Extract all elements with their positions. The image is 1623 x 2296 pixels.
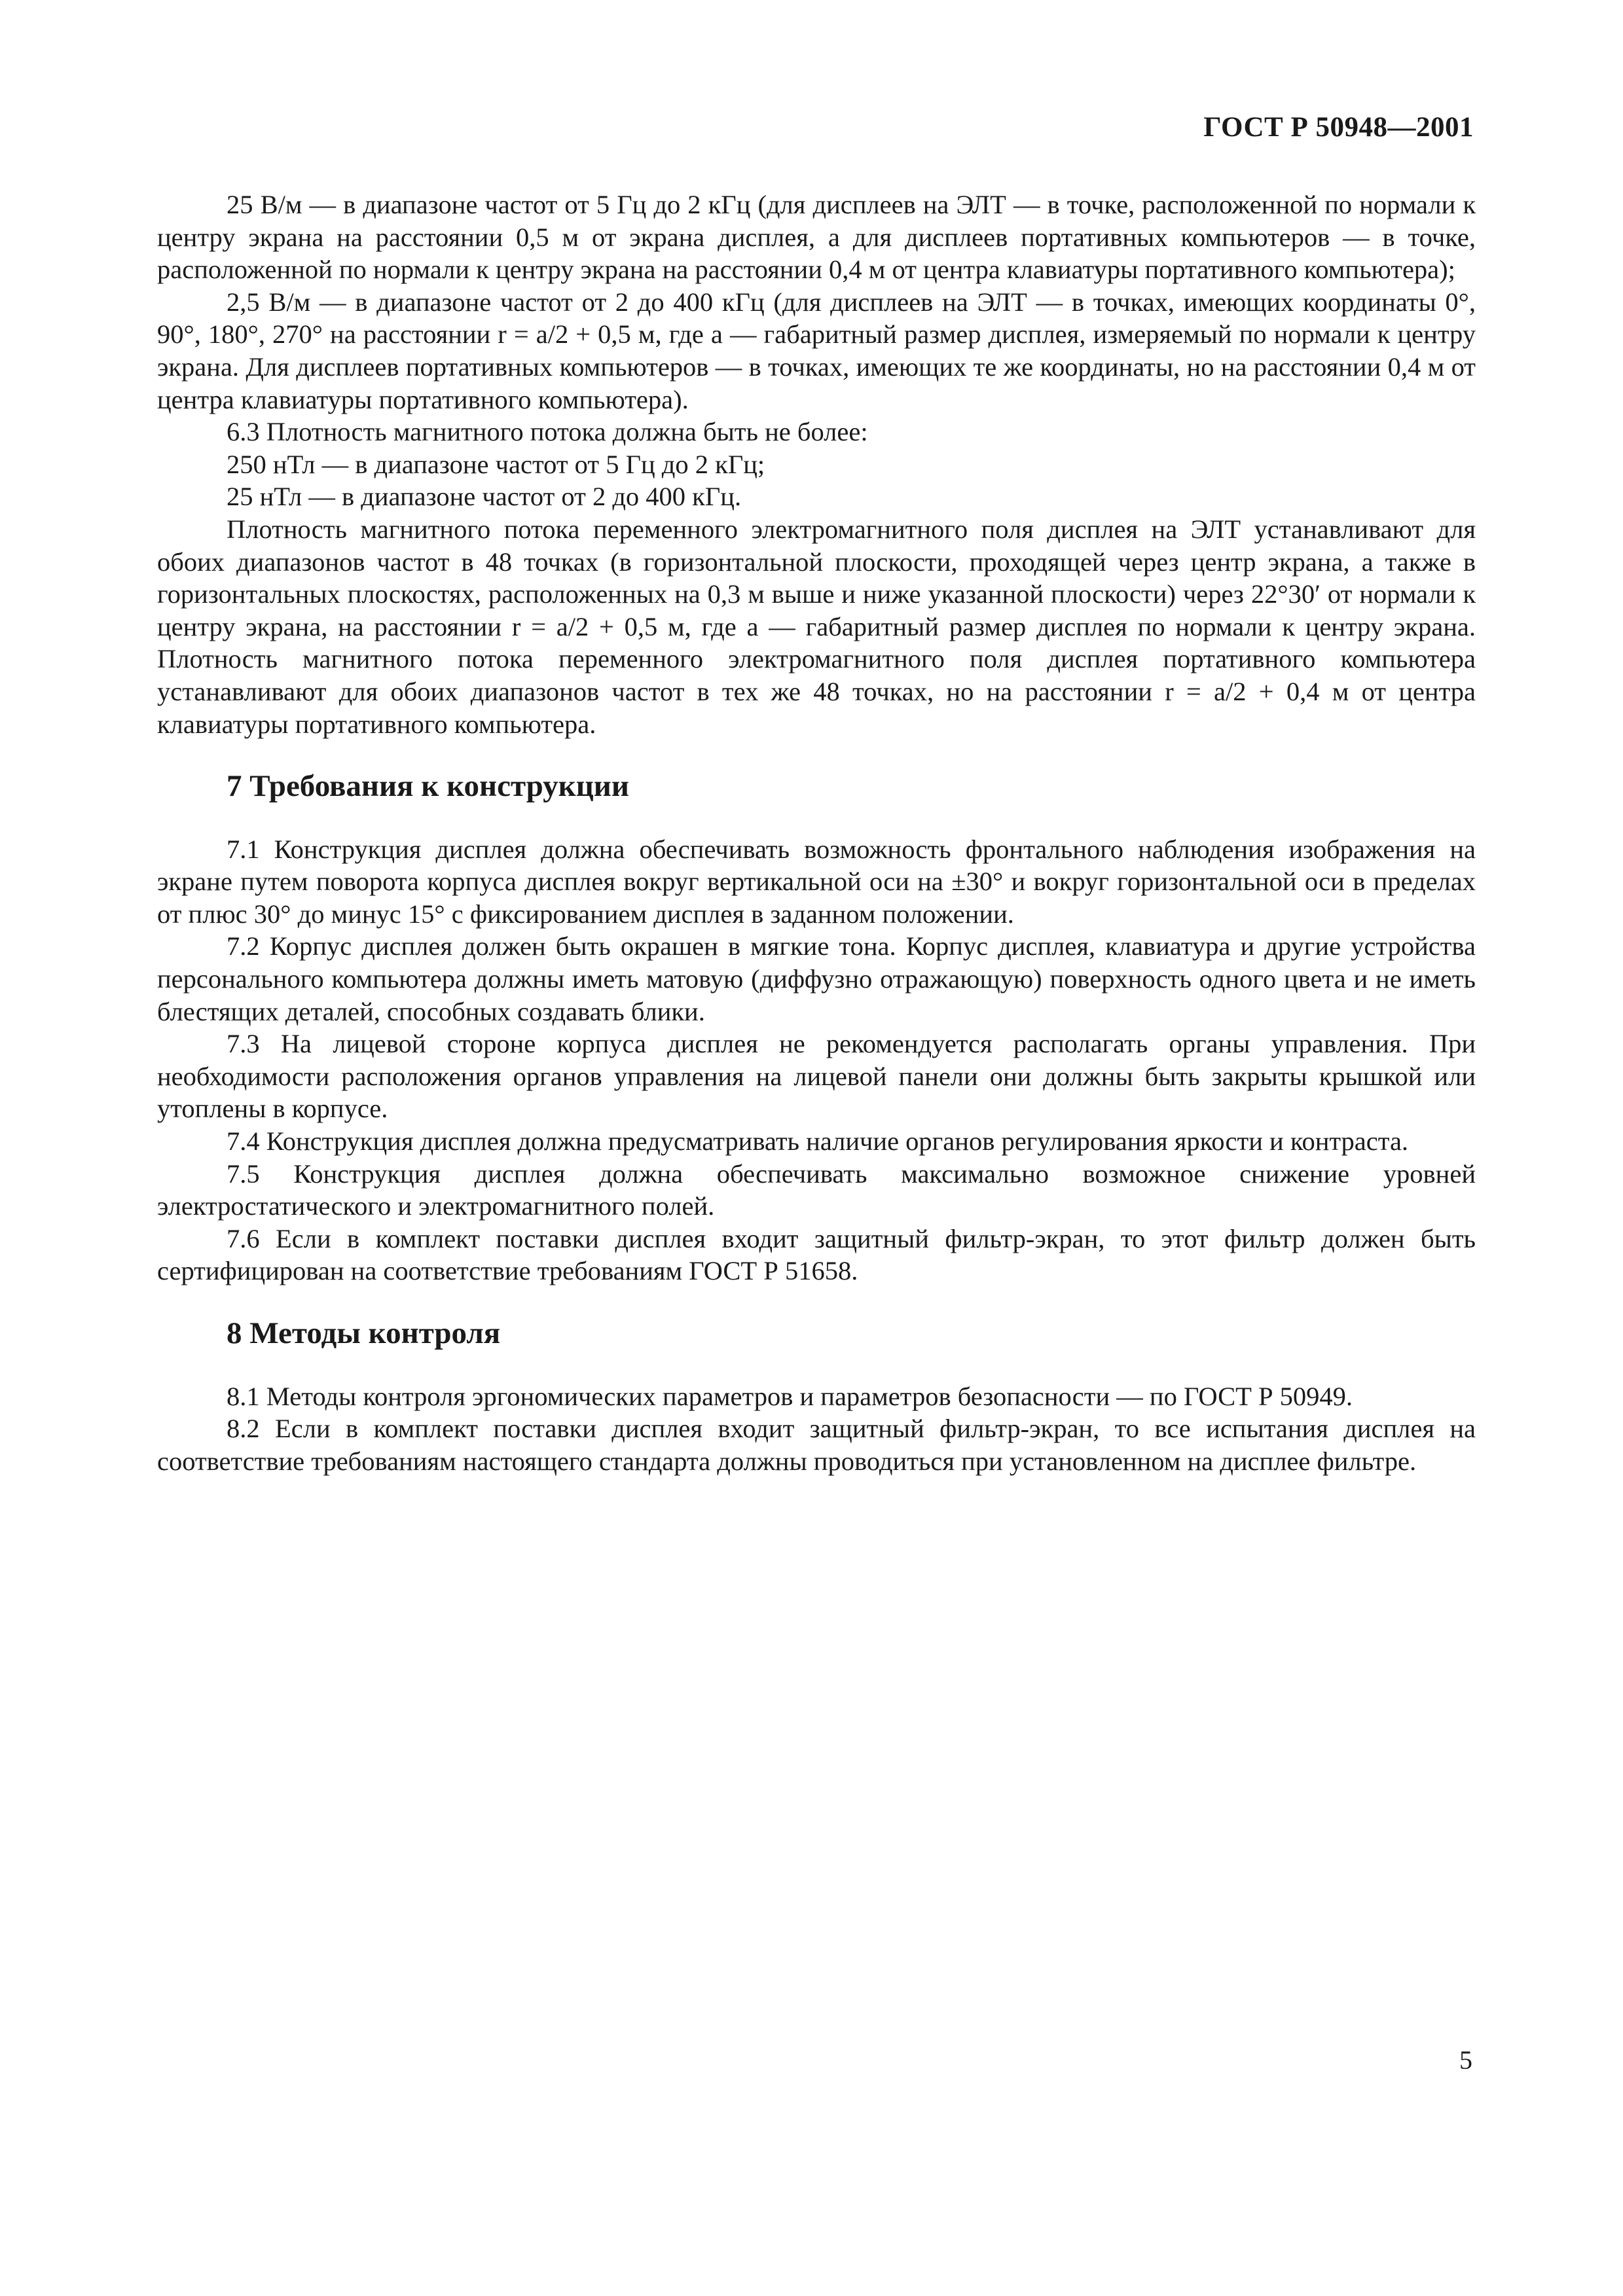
- paragraph: 250 нТл — в диапазоне частот от 5 Гц до 2 кГц;: [227, 449, 765, 479]
- page-number: 5: [1459, 2045, 1472, 2075]
- paragraph: 7.2 Корпус дисплея должен быть окрашен в мягкие тона. Корпус дисплея, клавиатура и другие устройства персонального компьютера должны иметь матовую (диффузно отражающую) поверхность одного цвета и не иметь блестящих деталей, способных создавать блики.: [157, 931, 1476, 1026]
- paragraph: 7.5 Конструкция дисплея должна обеспечивать максимально возможное снижение уровней электростатического и электромагнитного полей.: [157, 1158, 1476, 1221]
- section-heading: 7 Требования к конструкции: [227, 769, 629, 804]
- paragraph: 7.3 На лицевой стороне корпуса дисплея не рекомендуется располагать органы управления. При необходимости расположения органов управления на лицевой панели они должны быть закрыты крышкой или утоплены в корпусе.: [157, 1029, 1476, 1124]
- paragraph: 8.1 Методы контроля эргономических параметров и параметров безопасности — по ГОСТ Р 50949.: [227, 1381, 1353, 1411]
- paragraph: 25 нТл — в диапазоне частот от 2 до 400 кГц.: [227, 482, 742, 512]
- paragraph: 7.4 Конструкция дисплея должна предусматривать наличие органов регулирования яркости и контраста.: [227, 1126, 1409, 1157]
- paragraph: 7.6 Если в комплект поставки дисплея входит защитный фильтр-экран, то этот фильтр должен быть сертифицирован на соответствие требованиям ГОСТ Р 51658.: [157, 1223, 1476, 1286]
- document-body: [157, 188, 1476, 1477]
- paragraph: Плотность магнитного потока переменного электромагнитного поля дисплея на ЭЛТ устанавливают для обоих диапазонов частот в 48 точках (в горизонтальной плоскости, проходящей через центр экрана, а также в горизонтальных плоскостях, расположенных на 0,3 м выше и ниже указанной плоскости) через 22°30′ от нормали к центру экрана, на расстоянии r = a/2 + 0,5 м, где a — габаритный размер дисплея по нормали к центру экрана. Плотность магнитного потока переменного электромагнитного поля дисплея портативного компьютера устанавливают для обоих диапазонов частот в тех же 48 точках, но на расстоянии r = a/2 + 0,4 м от центра клавиатуры портативного компьютера.: [157, 514, 1476, 739]
- section-heading: 8 Методы контроля: [227, 1316, 501, 1350]
- paragraph: 25 В/м — в диапазоне частот от 5 Гц до 2 кГц (для дисплеев на ЭЛТ — в точке, расположенной по нормали к центру экрана на расстоянии 0,5 м от экрана дисплея, а для дисплеев портативных компьютеров — в точке, расположенной по нормали к центру экрана на расстоянии 0,4 м от центра клавиатуры портативного компьютера);: [157, 190, 1476, 285]
- paragraph: 6.3 Плотность магнитного потока должна быть не более:: [227, 417, 868, 447]
- paragraph: 2,5 В/м — в диапазоне частот от 2 до 400 кГц (для дисплеев на ЭЛТ — в точках, имеющих координаты 0°, 90°, 180°, 270° на расстоянии r = a/2 + 0,5 м, где a — габаритный размер дисплея, измеряемый по нормали к центру экрана. Для дисплеев портативных компьютеров — в точках, имеющих те же координаты, но на расстоянии 0,4 м от центра клавиатуры портативного компьютера).: [157, 287, 1476, 414]
- paragraph: 8.2 Если в комплект поставки дисплея входит защитный фильтр-экран, то все испытания дисплея на соответствие требованиям настоящего стандарта должны проводиться при установленном на дисплее фильтре.: [157, 1414, 1476, 1476]
- paragraph: 7.1 Конструкция дисплея должна обеспечивать возможность фронтального наблюдения изображения на экране путем поворота корпуса дисплея вокруг вертикальной оси на ±30° и вокруг горизонтальной оси в пределах от плюс 30° до минус 15° с фиксированием дисплея в заданном положении.: [157, 834, 1476, 929]
- document-code-header: ГОСТ Р 50948—2001: [1203, 112, 1474, 143]
